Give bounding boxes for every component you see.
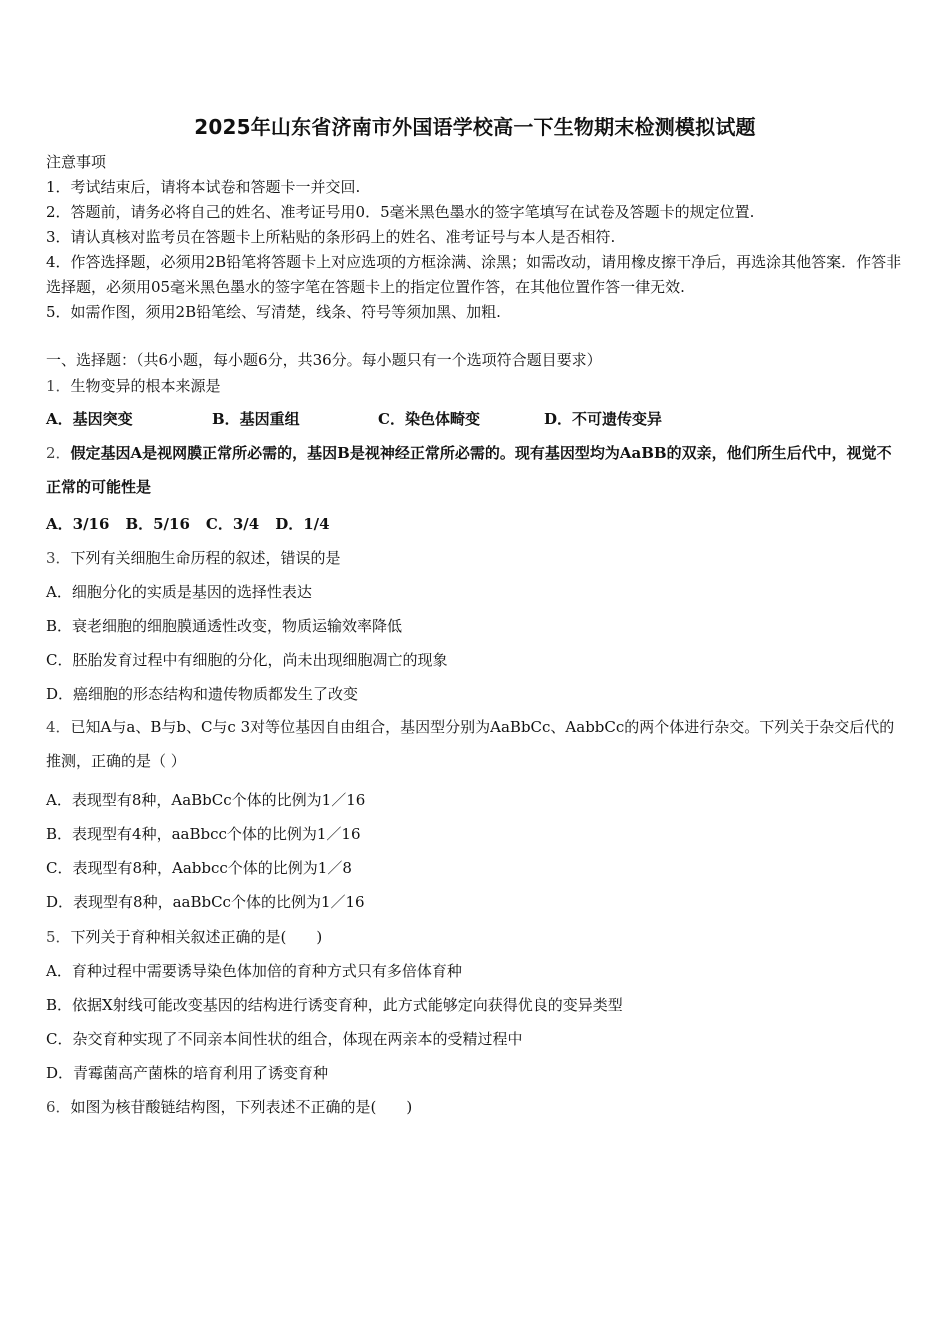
section-heading: 一、选择题：（共6小题，每小题6分，共36分。每小题只有一个选项符合题目要求） [46, 351, 602, 369]
option: A．育种过程中需要诱导染色体加倍的育种方式只有多倍体育种 [46, 962, 462, 980]
option: D．不可遗传变异 [544, 410, 663, 428]
option: B．表现型有4种，aaBbcc个体的比例为1／16 [46, 825, 361, 843]
question-1-options [46, 408, 662, 429]
question-number: 5． [46, 928, 71, 946]
question-4 [46, 710, 906, 778]
option: B．基因重组 [212, 410, 300, 428]
question-1 [46, 375, 906, 396]
question-2 [46, 436, 906, 504]
option: D．癌细胞的形态结构和遗传物质都发生了改变 [46, 685, 359, 703]
question-stem: 假定基因A是视网膜正常所必需的，基因B是视神经正常所必需的。现有基因型均为AaBB的双亲，他们所生后代中，视觉不正常的可能性是 [46, 444, 892, 496]
option: D．1/4 [275, 515, 330, 533]
option: C．杂交育种实现了不同亲本间性状的组合，体现在两亲本的受精过程中 [46, 1030, 523, 1048]
question-3 [46, 547, 906, 568]
notice-item: 2．答题前，请务必将自己的姓名、准考证号用0．5毫米黑色墨水的签字笔填写在试卷及答题卡的规定位置. [46, 203, 755, 221]
option: B．依据X射线可能改变基因的结构进行诱变育种，此方式能够定向获得优良的变异类型 [46, 996, 623, 1014]
question-stem: 如图为核苷酸链结构图，下列表述不正确的是( ) [70, 1098, 413, 1116]
question-stem: 下列关于育种相关叙述正确的是( ) [70, 928, 323, 946]
question-stem: 下列有关细胞生命历程的叙述，错误的是 [70, 549, 341, 567]
question-number: 3． [46, 549, 71, 567]
question-2-options [46, 513, 330, 534]
question-stem: 已知A与a、B与b、C与c 3对等位基因自由组合，基因型分别为AaBbCc、AabbCc的两个体进行杂交。下列关于杂交后代的推测，正确的是（ ） [46, 718, 895, 770]
notice-heading: 注意事项 [46, 153, 107, 171]
option: D．表现型有8种，aaBbCc个体的比例为1／16 [46, 893, 365, 911]
question-number: 4． [46, 718, 71, 736]
page-title: 2025年山东省济南市外国语学校高一下生物期末检测模拟试题 [194, 115, 756, 139]
option: D．青霉菌高产菌株的培育利用了诱变育种 [46, 1064, 329, 1082]
option: B．衰老细胞的细胞膜通透性改变，物质运输效率降低 [46, 617, 403, 635]
option: C．染色体畸变 [378, 410, 480, 428]
option: A．表现型有8种，AaBbCc个体的比例为1／16 [46, 791, 366, 809]
option: C．3/4 [205, 515, 260, 533]
option: C．表现型有8种，Aabbcc个体的比例为1／8 [46, 859, 352, 877]
option: C．胚胎发育过程中有细胞的分化，尚未出现细胞凋亡的现象 [46, 651, 448, 669]
notice-block [46, 150, 906, 325]
question-6 [46, 1096, 906, 1117]
question-5 [46, 926, 906, 947]
option: B．5/16 [125, 515, 190, 533]
notice-item: 3．请认真核对监考员在答题卡上所粘贴的条形码上的姓名、准考证号与本人是否相符. [46, 228, 616, 246]
notice-item: 4．作答选择题，必须用2B铅笔将答题卡上对应选项的方框涂满、涂黑；如需改动，请用橡皮擦干净后，再选涂其他答案．作答非选择题，必须用05毫米黑色墨水的签字笔在答题卡上的指定位置作答，在其他位置作答一律无效. [46, 253, 902, 296]
notice-item: 1．考试结束后，请将本试卷和答题卡一并交回. [46, 178, 361, 196]
question-number: 1． [46, 377, 71, 395]
option: A．3/16 [46, 515, 110, 533]
question-number: 2． [46, 444, 71, 462]
question-stem: 生物变异的根本来源是 [70, 377, 221, 395]
question-number: 6． [46, 1098, 71, 1116]
notice-item: 5．如需作图，须用2B铅笔绘、写清楚，线条、符号等须加黑、加粗. [46, 303, 501, 321]
option: A．基因突变 [46, 410, 133, 428]
option: A．细胞分化的实质是基因的选择性表达 [46, 583, 312, 601]
